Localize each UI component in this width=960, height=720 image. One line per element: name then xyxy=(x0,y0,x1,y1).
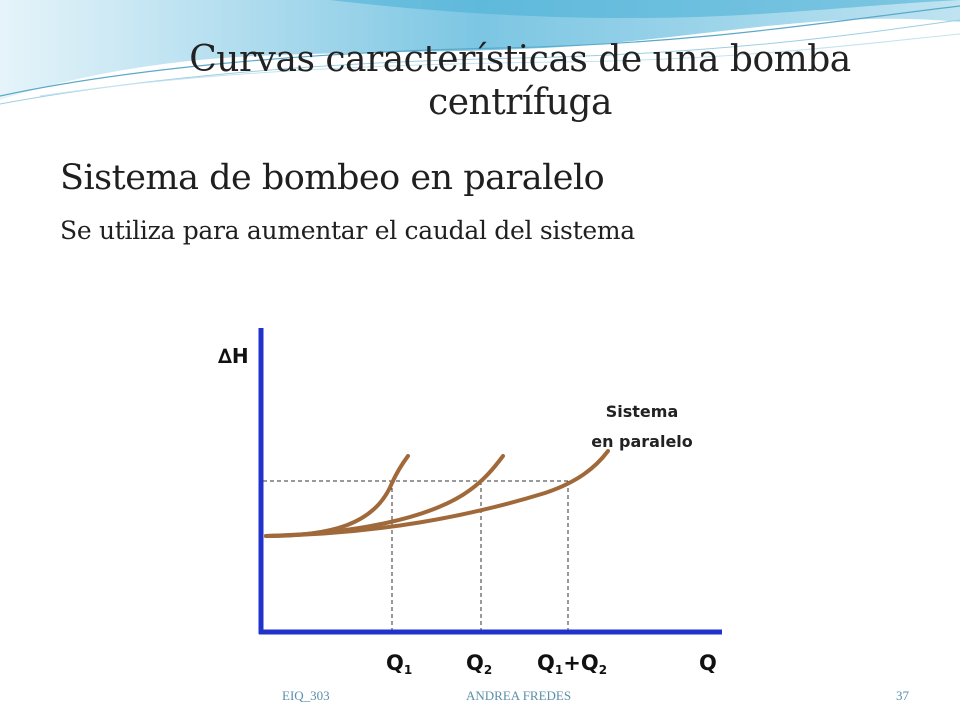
curve-label-line2: en paralelo xyxy=(591,432,693,451)
section-heading: Sistema de bombeo en paralelo xyxy=(60,158,605,198)
slide-title-line1: Curvas características de una bomba xyxy=(189,39,851,80)
body-text: Se utiliza para aumentar el caudal del sistema xyxy=(60,216,635,245)
curve-label-line1: Sistema xyxy=(605,402,679,421)
tick-label-q1-plus-q2: Q1+Q2 xyxy=(537,651,608,677)
footer-author: ANDREA FREDES xyxy=(466,688,572,703)
slide-title-line2: centrífuga xyxy=(428,82,612,123)
footer-page-number: 37 xyxy=(896,688,909,703)
footer-course: EIQ_303 xyxy=(282,688,330,703)
tick-label-q2: Q2 xyxy=(466,651,493,677)
tick-label-q1: Q1 xyxy=(386,651,413,677)
y-axis-label: ∆H xyxy=(218,344,249,368)
guide-lines xyxy=(263,481,568,632)
x-axis-label: Q xyxy=(699,651,717,675)
parallel-system-curve xyxy=(266,451,608,536)
